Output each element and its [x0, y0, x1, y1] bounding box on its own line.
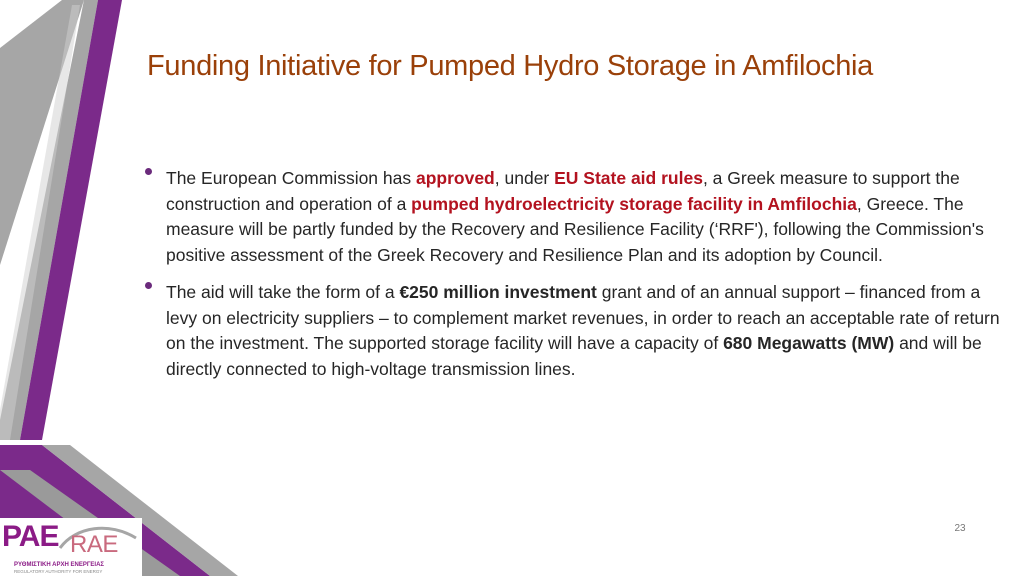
logo-pae-text: PAE — [2, 520, 59, 553]
bullet-dot-icon — [145, 282, 152, 289]
bullet-text-segment: The aid will take the form of a — [166, 282, 400, 302]
logo-rae-text: RAE — [70, 531, 118, 558]
page-number: 23 — [954, 523, 966, 534]
slide-title: Funding Initiative for Pumped Hydro Storage in Amfilochia — [147, 50, 874, 82]
logo-subtitle: ΡΥΘΜΙΣΤΙΚΗ ΑΡΧΗ ΕΝΕΡΓΕΙΑΣ — [14, 562, 105, 568]
bullet-text-segment: The European Commission has — [166, 168, 416, 188]
bullet-item-approval — [145, 166, 1005, 268]
bullet-bold-capacity: 680 Megawatts (MW) — [723, 333, 895, 353]
logo-subtitle-en: REGULATORY AUTHORITY FOR ENERGY — [14, 569, 103, 574]
bullet-dot-icon — [145, 168, 152, 175]
bullet-highlight-state-aid: EU State aid rules — [554, 168, 703, 188]
bullet-text-segment: , Greece. The measure will be partly funded by the Recovery and Resilience Facility (‘RRF'), following the Commission's positive assessment of the Greek Recovery and Resilience Plan and its adoption by Council. — [166, 193, 984, 265]
slide-content — [145, 166, 1005, 382]
bullet-item-aid-form — [145, 280, 1005, 382]
bullet-text-segment: , under — [494, 168, 555, 188]
bullet-highlight-facility: pumped hydroelectricity storage facility in Amfilochia — [411, 193, 857, 214]
bullet-bold-investment: €250 million investment — [399, 282, 597, 302]
bullet-highlight-approved: approved — [415, 168, 495, 188]
bullet-text-segment: , a Greek measure to support the construction and operation of a — [166, 168, 960, 214]
rae-logo — [0, 518, 142, 576]
bullet-text-segment: and will be directly connected to high-voltage transmission lines. — [166, 333, 982, 379]
bullet-text-segment: grant and of an annual support – financed from a levy on electricity suppliers – to complement market revenues, in order to reach an acceptable rate of return on the investment. The supported storage facility will have a capacity of — [166, 282, 1000, 353]
